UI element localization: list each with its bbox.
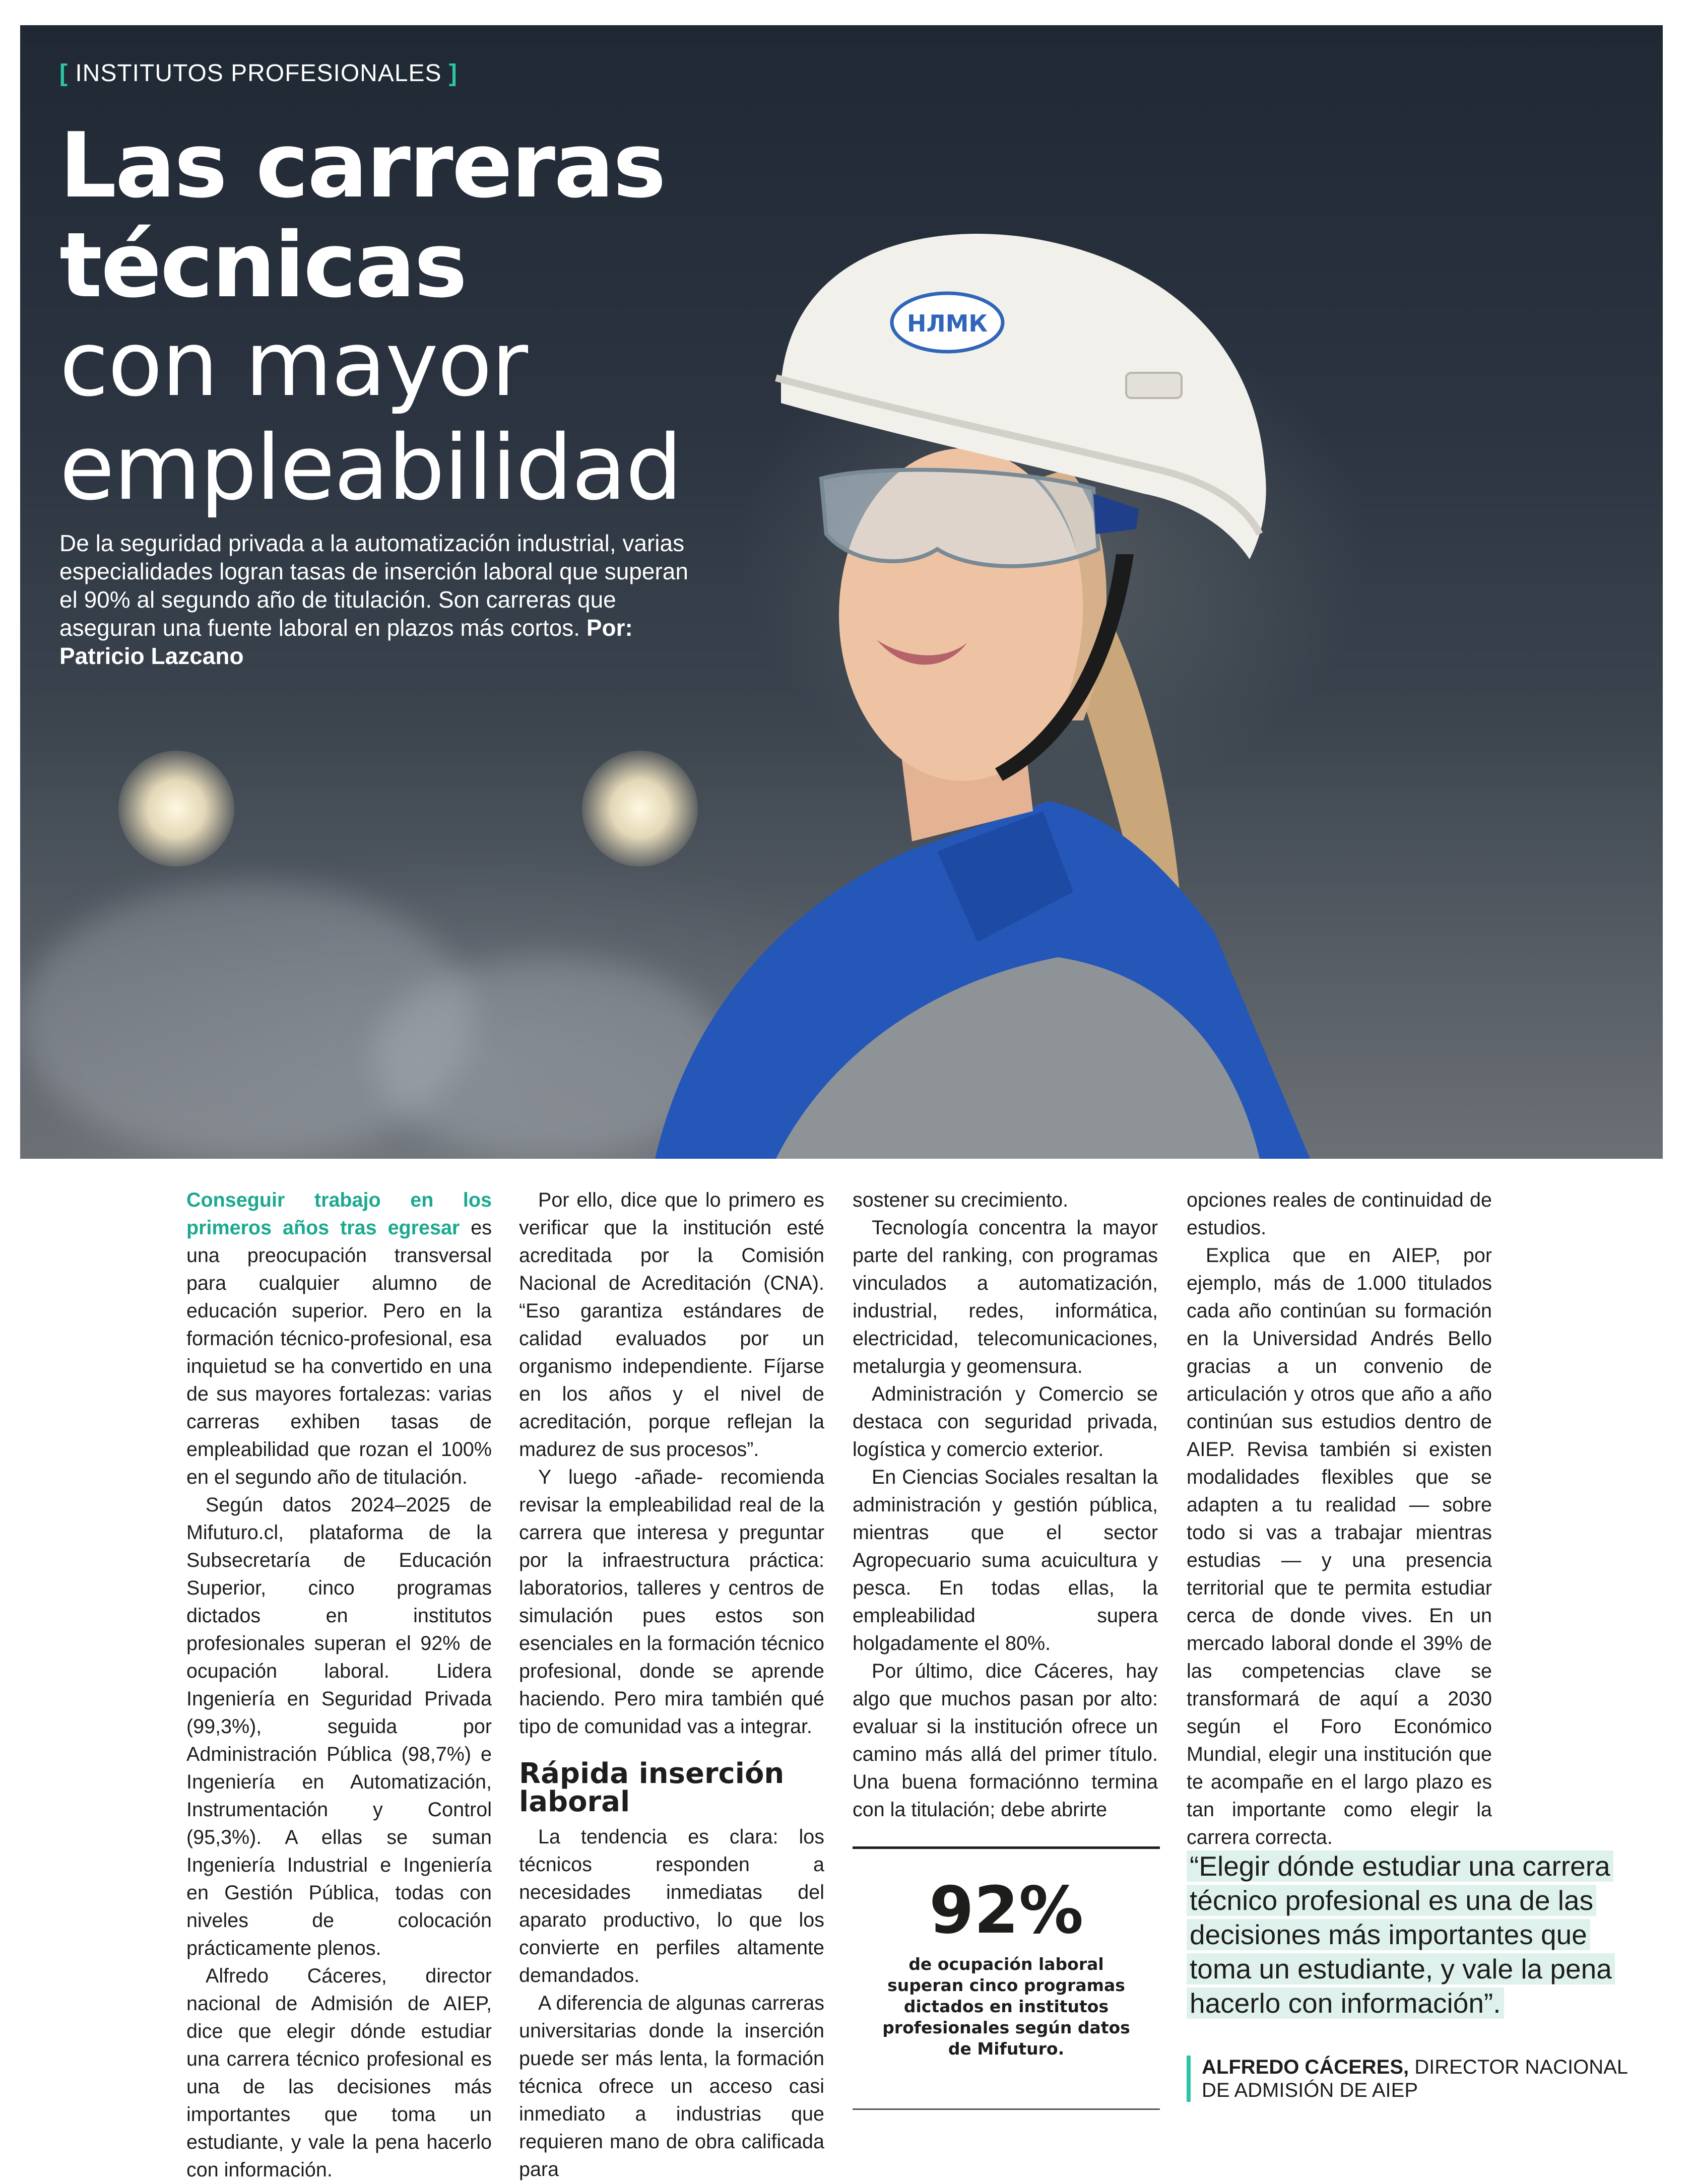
pull-quote [1187,1849,1640,2020]
lead-in: Conseguir trabajo en los primeros años tras egresar [186,1189,492,1239]
headline-line: técnicas [59,213,466,317]
helmet-logo: НЛМК [906,310,988,337]
quote-attribution [1187,2056,1655,2102]
column-1 [186,1186,492,2184]
headline-bold [59,113,815,317]
section-kicker [59,59,458,87]
paragraph: En Ciencias Sociales resaltan la administración y gestión pública, mientras que el sector Agropecuario suma acuicultura y pesca. En todas ellas, la empleabilidad supera holgadamente el 80%. [853,1466,1158,1654]
headline-line: Las carreras [59,113,665,218]
paragraph: La tendencia es clara: los técnicos responden a necesidades inmediatas del aparato productivo, lo que los convierte en perfiles altamente demandados. [519,1826,824,1987]
hero-photo [20,25,1663,1159]
paragraph: Por último, dice Cáceres, hay algo que muchos pasan por alto: evaluar si la institución ofrece un camino más allá del primer título. Una buena formaciónno termina con la titulación; debe abrirte [853,1660,1158,1821]
paragraph-text: es una preocupación transversal para cualquier alumno de educación superior. Pero en la formación técnico-profesional, esa inquietud se ha convertido en una de sus mayores fortalezas: varias carreras exhiben tasas de empleabilidad que rozan el 100% en el segundo año de titulación. [186,1217,492,1488]
paragraph: A diferencia de algunas carreras universitarias donde la inserción puede ser más lenta, la formación técnica ofrece un acceso casi inmediato a industrias que requieren mano de obra calificada para [519,1992,824,2180]
attribution-role: DIRECTOR NACIONAL DE ADMISIÓN DE AIEP [1202,2056,1627,2101]
headline-light [59,312,815,520]
paragraph: Tecnología concentra la mayor parte del ranking, con programas vinculados a automatización, industrial, redes, informática, electricidad, telecomunicaciones, metalurgia y geomensura. [853,1217,1158,1377]
stat-value: 92% [929,1873,1084,1948]
paragraph: Por ello, dice que lo primero es verificar que la institución esté acreditada por la Comisión Nacional de Acreditación (CNA). “Eso garantiza estándares de calidad evaluados por un organismo independiente. Fíjarse en los años y el nivel de acreditación, porque reflejan la madurez de sus procesos”. [519,1189,824,1461]
paragraph: Según datos 2024–2025 de Mifuturo.cl, plataforma de la Subsecretaría de Educación Superior, cinco programas dictados en institutos profesionales superan el 92% de ocupación laboral. Lidera Ingeniería en Seguridad Privada (99,3%), seguida por Administración Pública (98,7%) e Ingeniería en Automatización, Instrumentación y Control (95,3%). A ellas se suman Ingeniería Industrial e Ingeniería en Gestión Pública, todas con niveles de colocación prácticamente plenos. [186,1494,492,1959]
column-4 [1187,1186,1492,1851]
paragraph: Y luego -añade- recomienda revisar la empleabilidad real de la carrera que interesa y preguntar por la infraestructura práctica: laboratorios, talleres y centros de simulación pues estos son esenciales en la formación técnico profesional, donde se aprende haciendo. Pero mira también qué tipo de comunidad vas a integrar. [519,1466,824,1738]
paragraph: Administración y Comercio se destaca con seguridad privada, logística y comercio exterior. [853,1383,1158,1461]
paragraph: Alfredo Cáceres, director nacional de Admisión de AIEP, dice que elegir dónde estudiar una carrera técnico profesional es una de las decisiones más importantes que toma un estudiante, y vale la pena hacerlo con información. [186,1965,492,2181]
pull-quote-text: “Elegir dónde estudiar una carrera técnico profesional es una de las decisiones más importantes que toma un estudiante, y vale la pena hacerlo con información”. [1187,1850,1615,2019]
kicker-bracket-close: ] [448,60,458,87]
paragraph: Explica que en AIEP, por ejemplo, más de 1.000 titulados cada año continúan su formación en la Universidad Andrés Bello gracias a un convenio de articulación y otros que año a año continúan sus estudios dentro de AIEP. Revisa también si existen modalidades flexibles que se adapten a tu realidad — sobre todo si vas a trabajar mientras estudias — y una presencia territorial que te permita estudiar cerca de donde vives. En un mercado laboral donde el 39% de las competencias clave se transformará de aquí a 2030 según el Foro Económico Mundial, elegir una institución que te acompañe en el largo plazo es tan importante como elegir la carrera correcta. [1187,1244,1492,1848]
paragraph: sostener su crecimiento. [853,1189,1069,1211]
kicker-bracket-open: [ [59,60,68,87]
paragraph: opciones reales de continuidad de estudios. [1187,1189,1492,1239]
dek-text: De la seguridad privada a la automatización industrial, varias especialidades logran tasas de inserción laboral que superan el 90% al segundo año de titulación. Son carreras que aseguran una fuente laboral en plazos más cortos. [59,530,688,641]
column-2 [519,1186,824,2183]
headline-line: empleabilidad [59,416,682,520]
kicker-label: INSTITUTOS PROFESIONALES [75,60,442,87]
byline: Por: Patricio Lazcano [59,615,633,669]
attribution-name: ALFREDO CÁCERES, [1202,2056,1409,2078]
paragraph [186,1186,492,1491]
article-dek [59,529,694,670]
stat-caption: de ocupación laboral superan cinco programas dictados en institutos profesionales según datos de Mifuturo. [882,1954,1130,2059]
column-3 [853,1186,1158,1824]
headline-line: con mayor [59,312,528,416]
subheading: Rápida inserción laboral [519,1757,785,1818]
stat-callout [853,1846,1160,2110]
